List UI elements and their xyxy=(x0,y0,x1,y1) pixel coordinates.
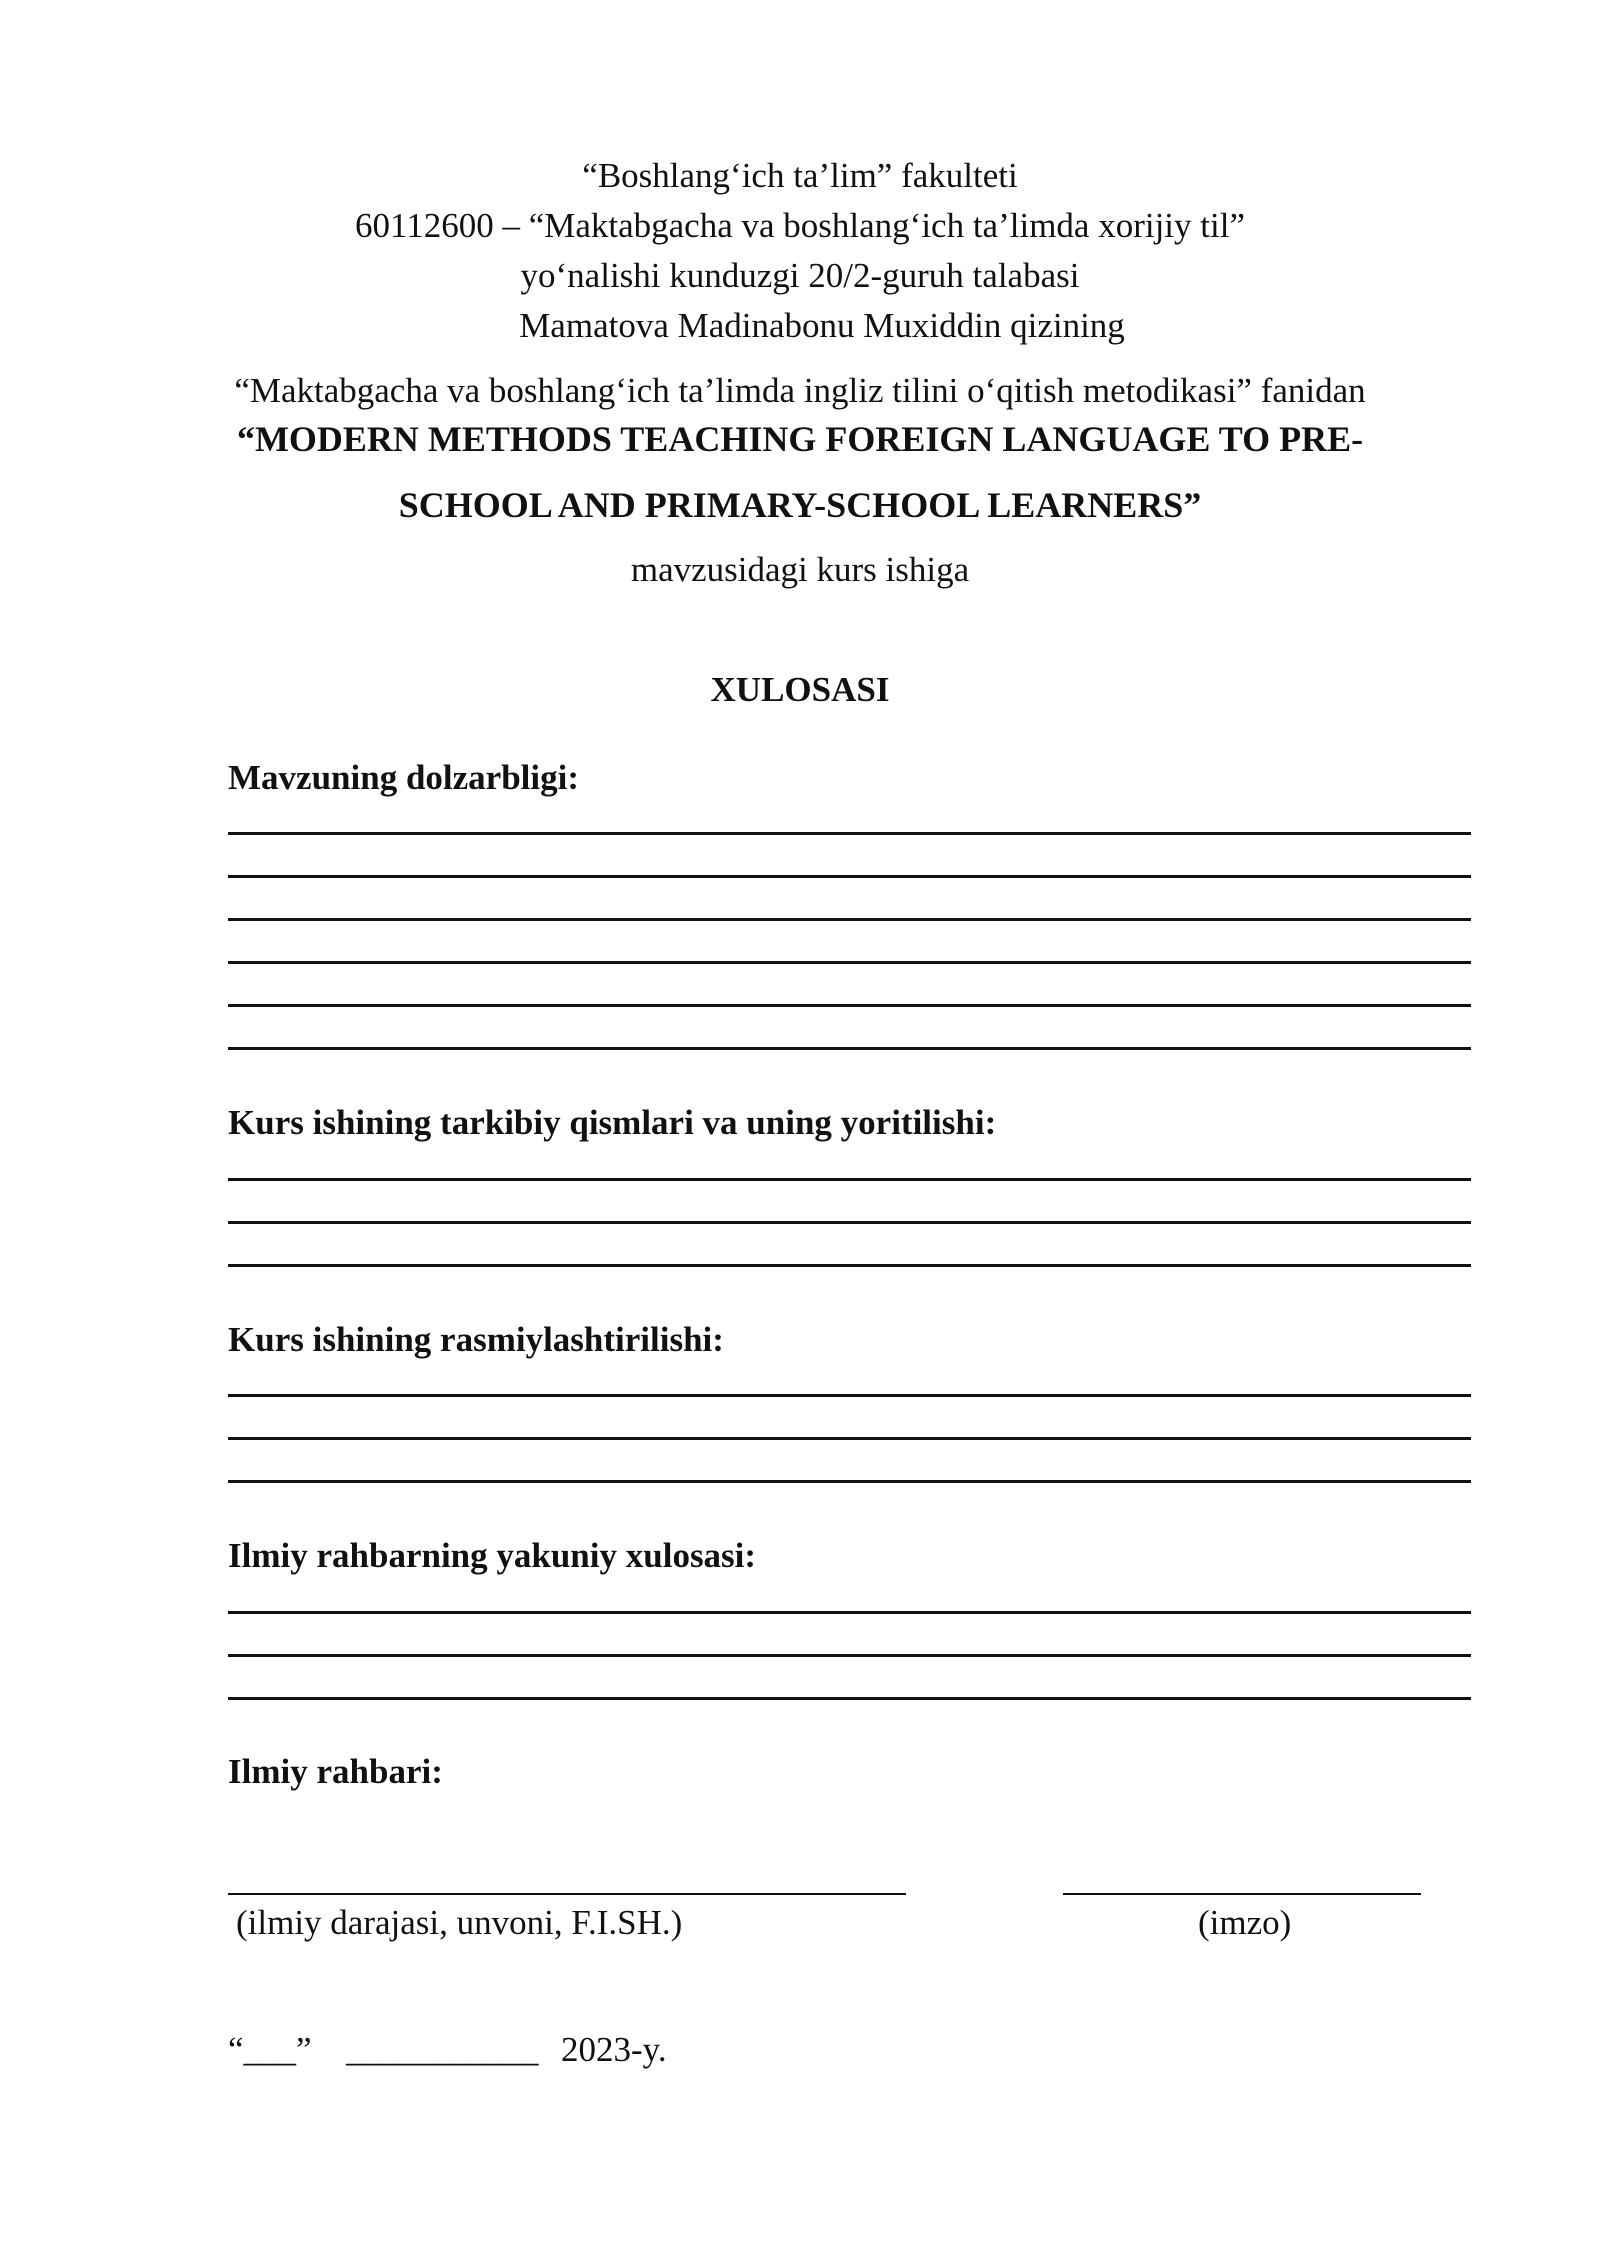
write-line[interactable] xyxy=(228,1437,1471,1440)
subject-line: “Maktabgacha va boshlang‘ich ta’limda ingliz tilini o‘qitish metodikasi” fanidan xyxy=(234,371,1366,410)
write-line[interactable] xyxy=(228,1394,1471,1397)
signature-line[interactable] xyxy=(1063,1893,1421,1895)
write-line[interactable] xyxy=(228,1264,1471,1267)
write-line[interactable] xyxy=(228,1611,1471,1614)
section-heading-formatting: Kurs ishining rasmiylashtirilishi: xyxy=(228,1320,724,1359)
date-month-field[interactable]: ___________ xyxy=(346,2030,539,2069)
date-year: 2023-y. xyxy=(561,2030,667,2069)
write-line[interactable] xyxy=(228,1654,1471,1657)
section-heading-conclusion: Ilmiy rahbarning yakuniy xulosasi: xyxy=(228,1536,757,1575)
supervisor-name-line[interactable] xyxy=(228,1893,906,1895)
topic-title-line-1: “MODERN METHODS TEACHING FOREIGN LANGUAGE TO PRE- xyxy=(236,419,1364,459)
topic-suffix: mavzusidagi kurs ishiga xyxy=(630,550,970,589)
write-line[interactable] xyxy=(228,1047,1471,1050)
write-line[interactable] xyxy=(228,1221,1471,1224)
document-title: XULOSASI xyxy=(710,670,890,709)
supervisor-heading: Ilmiy rahbari: xyxy=(228,1752,443,1791)
write-line[interactable] xyxy=(228,832,1471,835)
program-line: 60112600 – “Maktabgacha va boshlang‘ich ta’limda xorijiy til” xyxy=(355,206,1245,245)
write-line[interactable] xyxy=(228,1004,1471,1007)
write-line[interactable] xyxy=(228,1178,1471,1181)
student-name: Mamatova Madinabonu Muxiddin qizining xyxy=(519,306,1125,345)
write-line[interactable] xyxy=(228,961,1471,964)
faculty-line: “Boshlang‘ich ta’lim” fakulteti xyxy=(582,156,1018,195)
group-line: yo‘nalishi kunduzgi 20/2-guruh talabasi xyxy=(520,256,1080,295)
date-day-field[interactable]: “___” xyxy=(228,2030,312,2069)
write-line[interactable] xyxy=(228,1480,1471,1483)
section-heading-structure: Kurs ishining tarkibiy qismlari va uning yoritilishi: xyxy=(228,1103,997,1142)
signature-caption: (imzo) xyxy=(1198,1903,1292,1942)
write-line[interactable] xyxy=(228,918,1471,921)
topic-title-line-2: SCHOOL AND PRIMARY-SCHOOL LEARNERS” xyxy=(398,485,1202,525)
write-line[interactable] xyxy=(228,875,1471,878)
write-line[interactable] xyxy=(228,1697,1471,1700)
name-caption: (ilmiy darajasi, unvoni, F.I.SH.) xyxy=(236,1903,683,1942)
section-heading-relevance: Mavzuning dolzarbligi: xyxy=(228,758,579,797)
